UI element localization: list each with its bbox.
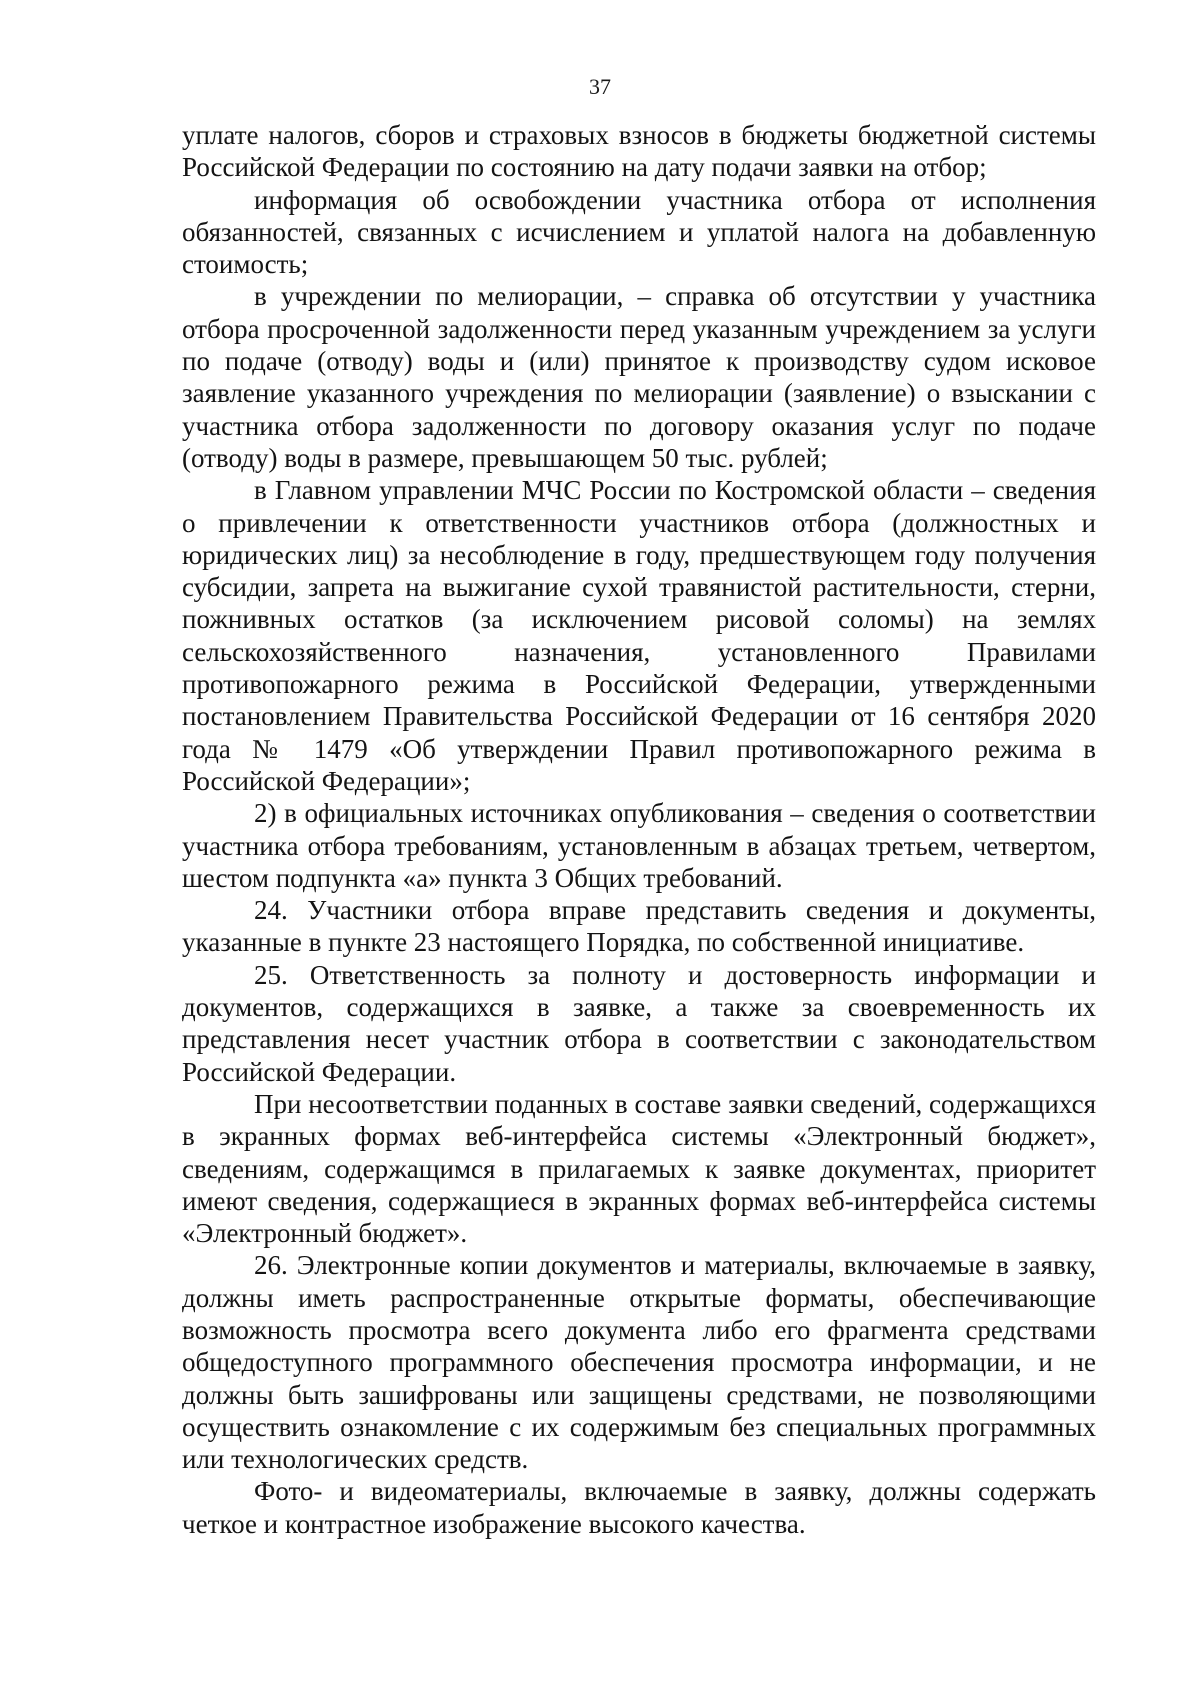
paragraph-item-25: 25. Ответственность за полноту и достоверность информации и документов, содержащихся в заявке, а также за своевременность их представления несет участник отбора в соответствии с законодательством Российской Федерации. — [182, 959, 1096, 1087]
paragraph-official-sources: 2) в официальных источниках опубликования – сведения о соответствии участника отбора требованиям, установленным в абзацах третьем, четвертом, шестом подпункта «а» пункта 3 Общих требований. — [182, 798, 1096, 893]
paragraph-melioration-certificate: в учреждении по мелиорации, – справка об отсутствии у участника отбора просроченной задолженности перед указанным учреждением за услуги по подаче (отводу) воды и (или) принятое к производству судом исковое заявление указанного учреждения по мелиорации (заявление) о взыскании с участника отбора задолженности по договору оказания услуг по подаче (отводу) воды в размере, превышающем 50 тыс. рублей; — [182, 281, 1096, 473]
paragraph-vat-exemption: информация об освобождении участника отбора от исполнения обязанностей, связанных с исчислением и уплатой налога на добавленную стоимость; — [182, 184, 1096, 280]
paragraph-emergency-ministry: в Главном управлении МЧС России по Костромской области – сведения о привлечении к ответственности участников отбора (должностных и юридических лиц) за несоблюдение в году, предшествующем году получения субсидии, запрета на выжигание сухой травянистой растительности, стерни, пожнивных остатков (за исключением рисовой соломы) на землях сельскохозяйственного назначения, установленного Правилами противопожарного режима в Российской Федерации, утвержденными постановлением Правительства Российской Федерации от 16 сентября 2020 года № 1479 «Об утверждении Правил противопожарного режима в Российской Федерации»; — [182, 475, 1096, 796]
page-number: 37 — [589, 74, 611, 99]
paragraph-photo-video: Фото- и видеоматериалы, включаемые в заявку, должны содержать четкое и контрастное изображение высокого качества. — [182, 1476, 1096, 1539]
paragraph-tax-payment: уплате налогов, сборов и страховых взносов в бюджеты бюджетной системы Российской Федерации по состоянию на дату подачи заявки на отбор; — [182, 120, 1096, 183]
paragraph-item-24: 24. Участники отбора вправе представить сведения и документы, указанные в пункте 23 настоящего Порядка, по собственной инициативе. — [182, 895, 1096, 958]
document-body — [182, 119, 1096, 1540]
paragraph-item-26: 26. Электронные копии документов и материалы, включаемые в заявку, должны иметь распространенные открытые форматы, обеспечивающие возможность просмотра всего документа либо его фрагмента средствами общедоступного программного обеспечения просмотра информации, и не должны быть зашифрованы или защищены средствами, не позволяющими осуществить ознакомление с их содержимым без специальных программных или технологических средств. — [182, 1250, 1096, 1475]
paragraph-discrepancy-priority: При несоответствии поданных в составе заявки сведений, содержащихся в экранных формах веб-интерфейса системы «Электронный бюджет», сведениям, содержащимся в прилагаемых к заявке документах, приоритет имеют сведения, содержащиеся в экранных формах веб-интерфейса системы «Электронный бюджет». — [182, 1088, 1096, 1249]
